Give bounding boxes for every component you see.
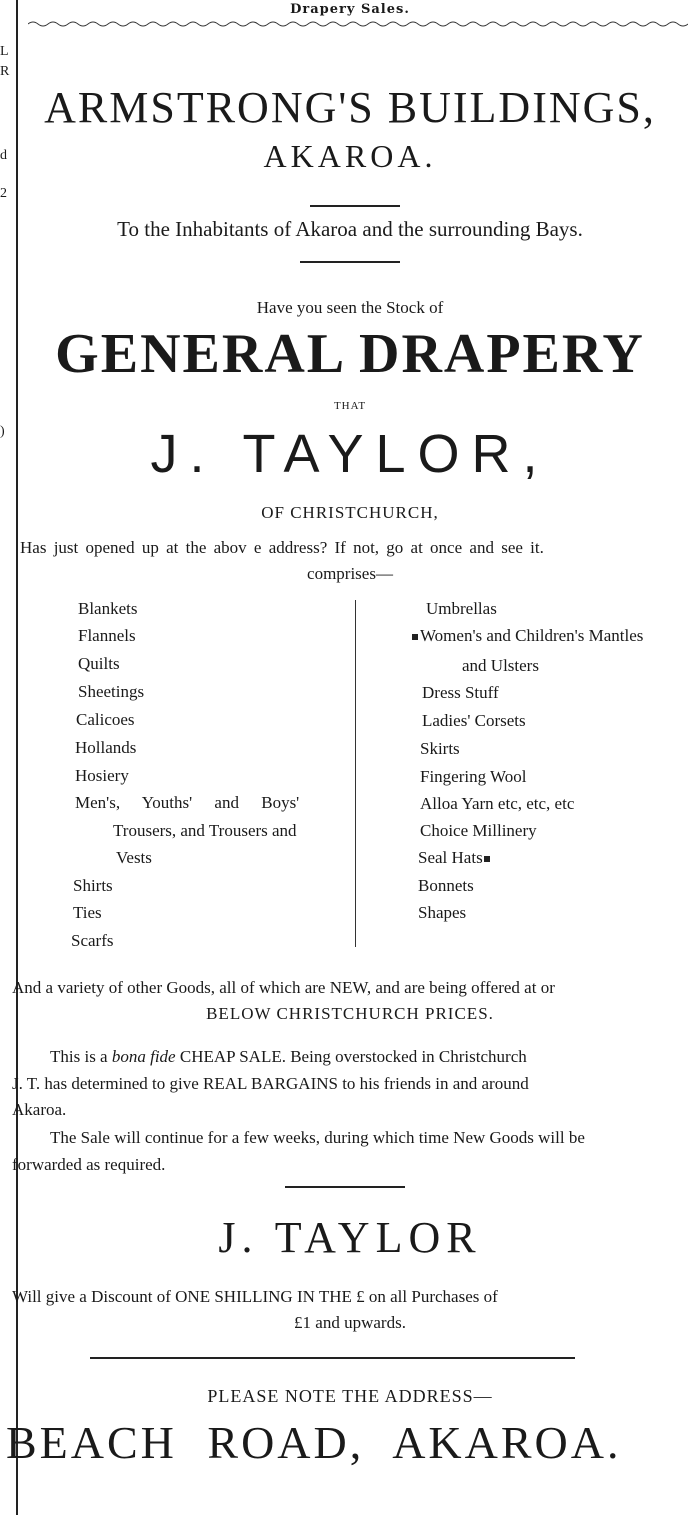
list-item: Bonnets bbox=[418, 876, 474, 895]
list-item: Ladies' Corsets bbox=[422, 711, 526, 730]
list-item: Skirts bbox=[420, 739, 460, 758]
margin-fragment: R bbox=[0, 64, 10, 79]
column-divider bbox=[355, 600, 356, 947]
list-item: Shirts bbox=[73, 876, 113, 895]
sale-continue-line: forwarded as required. bbox=[12, 1155, 166, 1174]
margin-fragment: d bbox=[0, 148, 7, 163]
list-item: Quilts bbox=[78, 654, 120, 673]
bullet-mark-icon bbox=[412, 634, 418, 640]
list-item: Umbrellas bbox=[426, 599, 497, 618]
category-heading: GENERAL DRAPERY bbox=[55, 323, 645, 385]
headline-town: AKAROA. bbox=[263, 138, 437, 174]
variety-line: And a variety of other Goods, all of which are NEW, and are being offered at or bbox=[12, 978, 555, 997]
please-note-line: PLEASE NOTE THE ADDRESS— bbox=[207, 1386, 493, 1406]
list-item bbox=[412, 626, 643, 646]
section-header: Drapery Sales. bbox=[290, 2, 410, 17]
margin-fragment: 2 bbox=[0, 186, 7, 201]
bona-fide-line: J. T. has determined to give REAL BARGAINS to his friends in and around bbox=[12, 1074, 529, 1093]
that-label: THAT bbox=[333, 400, 367, 412]
long-rule bbox=[90, 1357, 575, 1359]
address-heading: BEACH ROAD, AKAROA. bbox=[6, 1417, 622, 1468]
list-item: Sheetings bbox=[78, 682, 145, 701]
list-item: Alloa Yarn etc, etc, etc bbox=[420, 794, 575, 813]
discount-line: £1 and upwards. bbox=[294, 1313, 406, 1332]
merchant-name: J. TAYLOR, bbox=[150, 424, 550, 484]
discount-line: Will give a Discount of ONE SHILLING IN THE £ on all Purchases of bbox=[12, 1287, 498, 1306]
signature-name: J. TAYLOR bbox=[218, 1213, 482, 1262]
list-item: Dress Stuff bbox=[422, 683, 499, 702]
list-item bbox=[418, 848, 492, 868]
list-item: Blankets bbox=[78, 599, 138, 618]
list-item: Trousers, and Trousers and bbox=[113, 821, 297, 840]
merchant-origin: OF CHRISTCHURCH, bbox=[261, 503, 439, 522]
list-item: Hosiery bbox=[75, 766, 129, 785]
list-item: Choice Millinery bbox=[420, 821, 537, 840]
list-item: Calicoes bbox=[76, 710, 135, 729]
list-item: Men's, Youths' and Boys' bbox=[75, 793, 300, 812]
headline-buildings: ARMSTRONG'S BUILDINGS, bbox=[44, 83, 656, 132]
margin-fragment: L bbox=[0, 44, 9, 59]
opened-line: Has just opened up at the abov e address? If not, go at once and see it. bbox=[20, 538, 544, 557]
list-item-label: Women's and Children's Mantles bbox=[420, 626, 644, 645]
wavy-rule bbox=[28, 18, 688, 30]
bona-fide-line: Akaroa. bbox=[12, 1100, 67, 1119]
short-rule bbox=[285, 1186, 405, 1188]
bona-fide-italic: bona fide bbox=[111, 1047, 176, 1066]
list-item: Scarfs bbox=[71, 931, 114, 950]
short-rule bbox=[300, 261, 400, 263]
list-item: and Ulsters bbox=[462, 656, 539, 675]
bullet-mark-icon bbox=[484, 856, 490, 862]
list-item: Flannels bbox=[78, 626, 136, 645]
comprises-line: comprises— bbox=[307, 564, 393, 583]
variety-prices-line: BELOW CHRISTCHURCH PRICES. bbox=[206, 1004, 494, 1023]
list-item: Hollands bbox=[75, 738, 137, 757]
intro-line: Have you seen the Stock of bbox=[256, 298, 444, 317]
sale-continue-line: The Sale will continue for a few weeks, during which time New Goods will be bbox=[50, 1128, 585, 1147]
list-item: Vests bbox=[116, 848, 152, 867]
list-item: Shapes bbox=[418, 903, 467, 922]
address-to-line: To the Inhabitants of Akaroa and the surrounding Bays. bbox=[117, 217, 583, 241]
margin-fragment: ) bbox=[0, 424, 5, 439]
list-item: Fingering Wool bbox=[420, 767, 527, 786]
short-rule bbox=[310, 205, 400, 207]
list-item-label: Seal Hats bbox=[418, 848, 483, 867]
bona-fide-line: This is a bona fide CHEAP SALE. Being overstocked in Christchurch bbox=[50, 1047, 527, 1066]
list-item: Ties bbox=[73, 903, 102, 922]
